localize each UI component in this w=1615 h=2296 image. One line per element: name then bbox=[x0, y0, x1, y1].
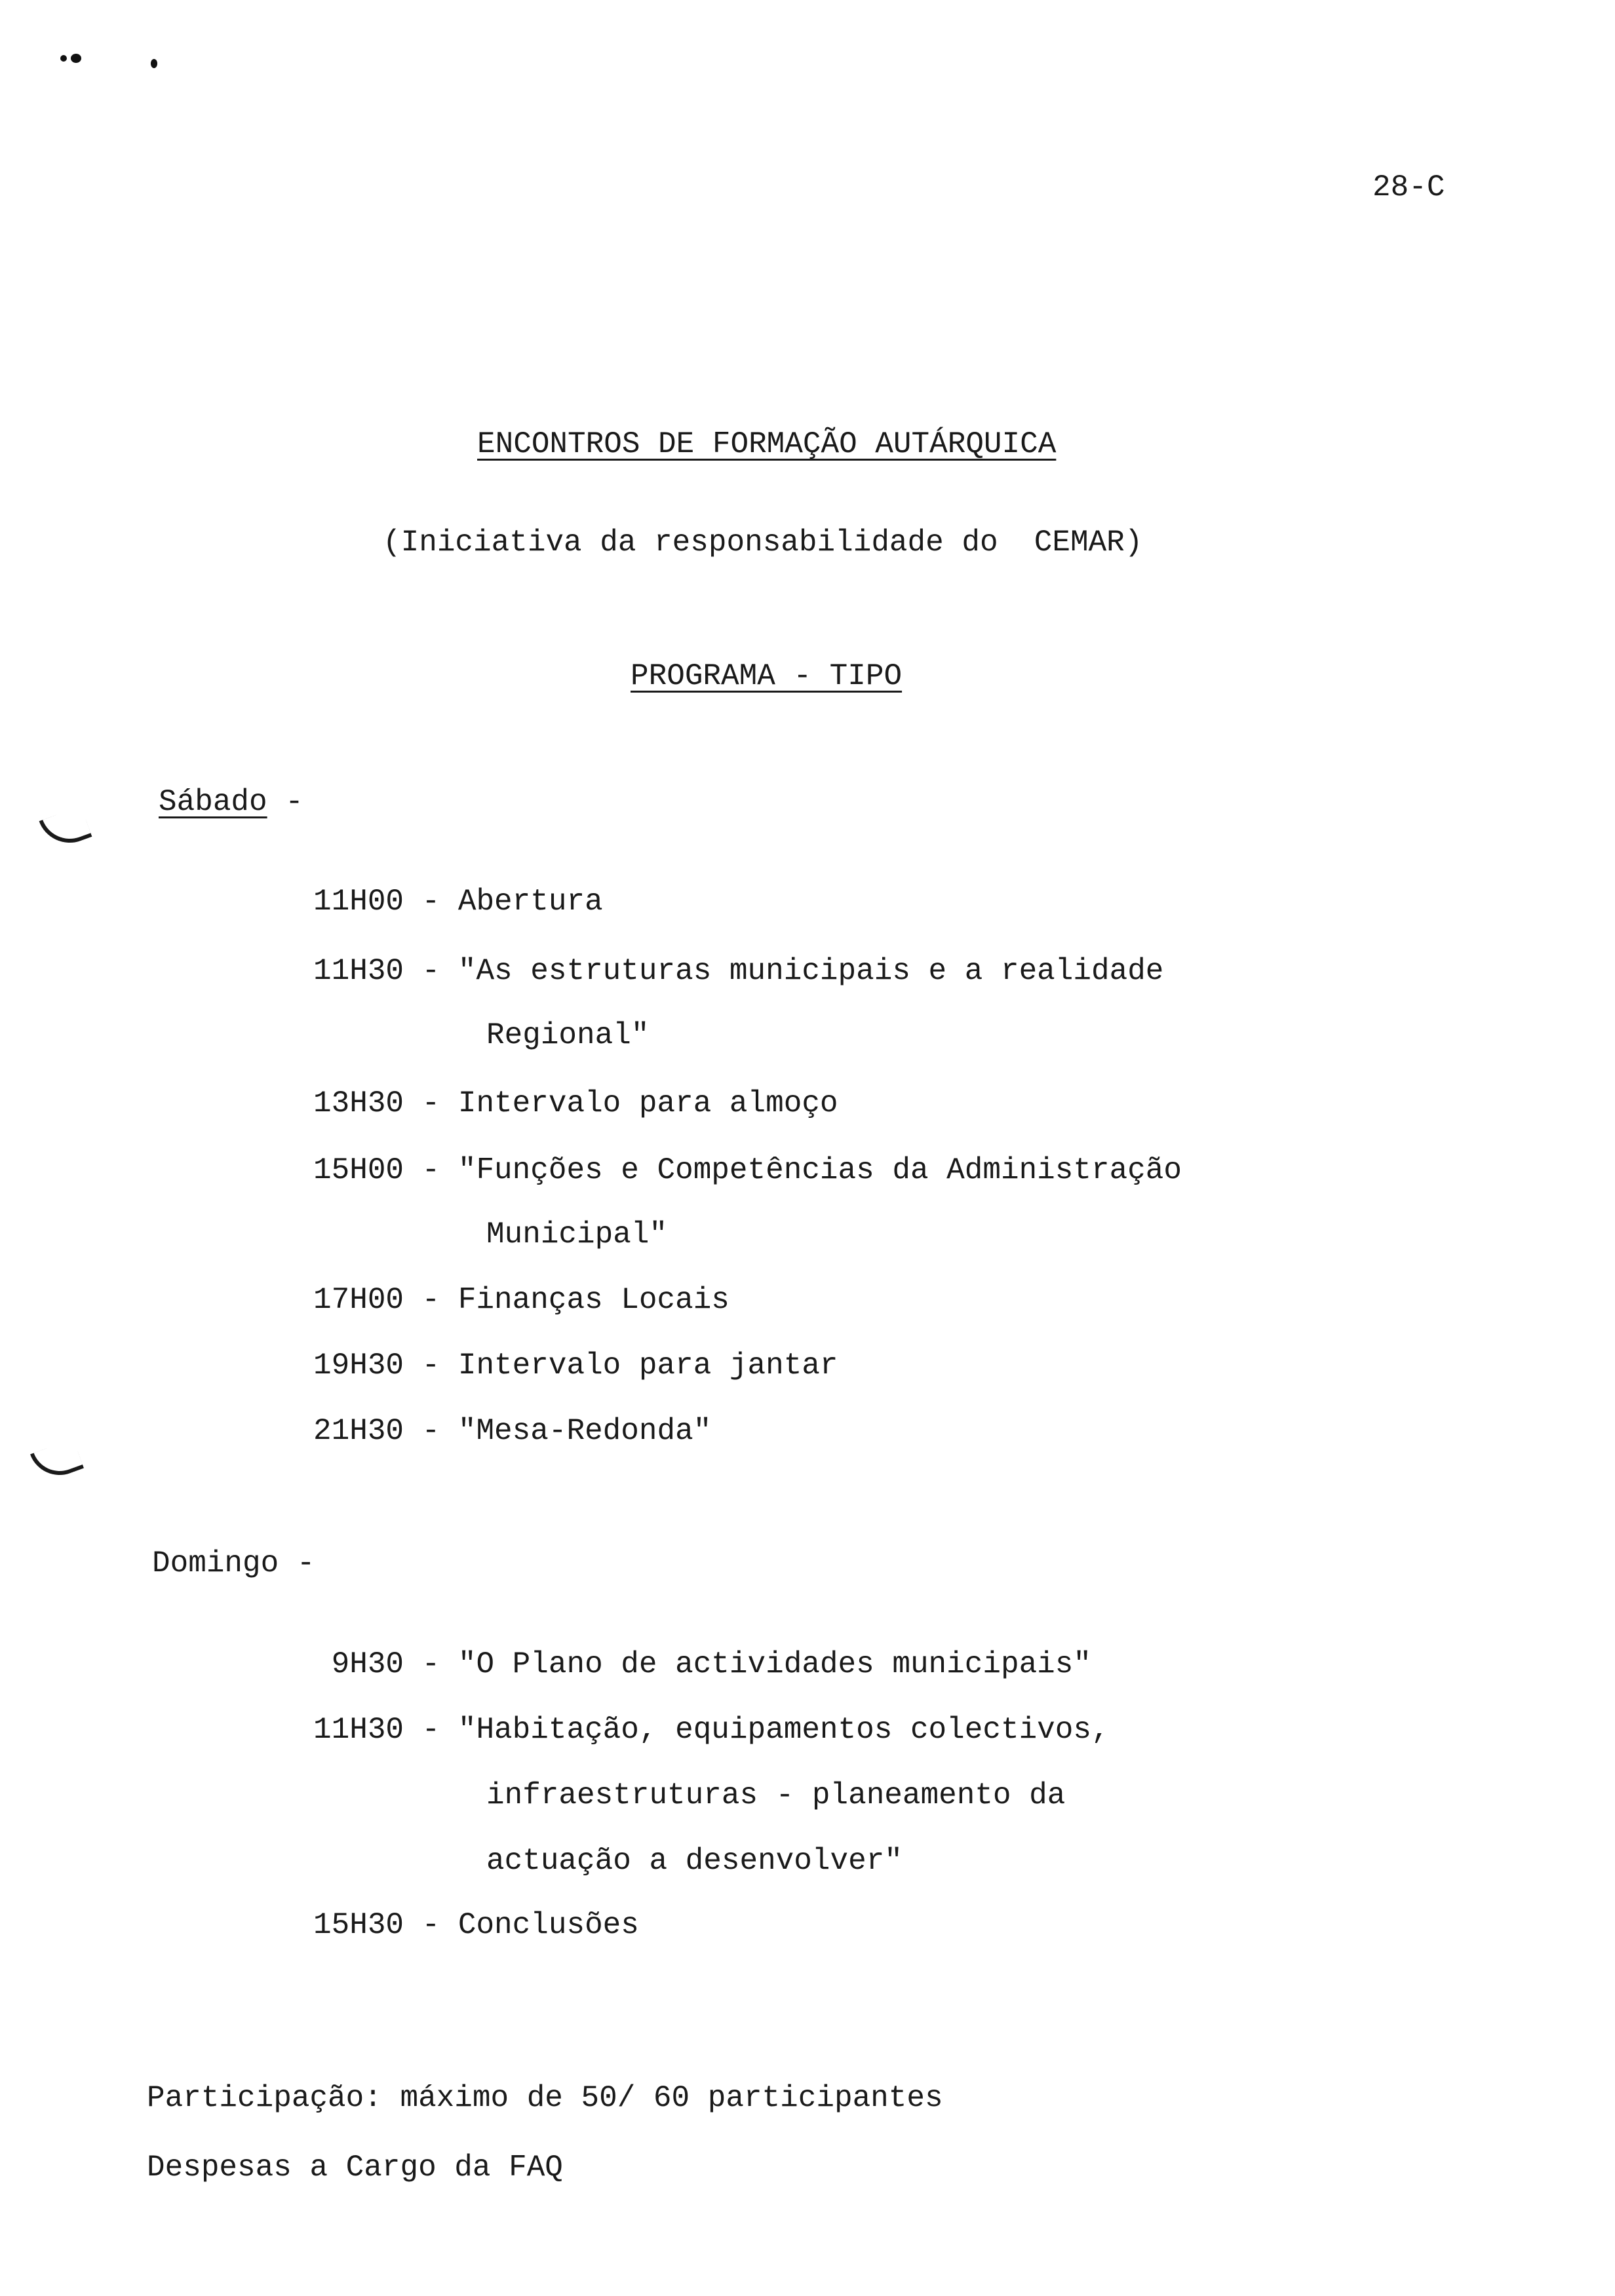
schedule-item: 11H00 - Abertura bbox=[313, 885, 603, 919]
schedule-item-continuation: infraestruturas - planeamento da bbox=[486, 1778, 1066, 1812]
document-subtitle: (Iniciativa da responsabilidade do CEMAR) bbox=[383, 526, 1143, 560]
program-heading: PROGRAMA - TIPO bbox=[631, 659, 903, 693]
schedule-item: 21H30 - "Mesa-Redonda" bbox=[313, 1414, 712, 1448]
schedule-item-continuation: Municipal" bbox=[486, 1217, 668, 1252]
schedule-item: 15H00 - "Funções e Competências da Administração bbox=[313, 1153, 1182, 1187]
schedule-item: 9H30 - "O Plano de actividades municipais" bbox=[313, 1647, 1091, 1681]
document-title: ENCONTROS DE FORMAÇÃO AUTÁRQUICA bbox=[477, 427, 1057, 461]
schedule-item-continuation: actuação a desenvolver" bbox=[486, 1844, 903, 1878]
participation-note: Participação: máximo de 50/ 60 participantes bbox=[147, 2081, 943, 2115]
schedule-item: 11H30 - "Habitação, equipamentos colectivos, bbox=[313, 1713, 1110, 1747]
binder-hole-mark bbox=[39, 806, 92, 852]
day-label-saturday bbox=[159, 784, 303, 820]
schedule-item: 17H00 - Finanças Locais bbox=[313, 1283, 730, 1317]
day-label-sunday: Domingo - bbox=[152, 1546, 315, 1580]
saturday-dash: - bbox=[267, 785, 303, 819]
page-number: 28-C bbox=[1372, 170, 1445, 204]
saturday-label: Sábado bbox=[159, 785, 267, 819]
schedule-item: 13H30 - Intervalo para almoço bbox=[313, 1086, 838, 1120]
scan-mark bbox=[71, 54, 81, 63]
schedule-item: 19H30 - Intervalo para jantar bbox=[313, 1349, 838, 1383]
scan-mark bbox=[151, 59, 157, 68]
binder-hole-mark bbox=[30, 1438, 84, 1483]
schedule-item: 15H30 - Conclusões bbox=[313, 1908, 639, 1942]
scan-mark bbox=[60, 55, 67, 62]
expenses-note: Despesas a Cargo da FAQ bbox=[147, 2151, 563, 2185]
schedule-item-continuation: Regional" bbox=[486, 1018, 650, 1052]
schedule-item: 11H30 - "As estruturas municipais e a realidade bbox=[313, 954, 1164, 988]
